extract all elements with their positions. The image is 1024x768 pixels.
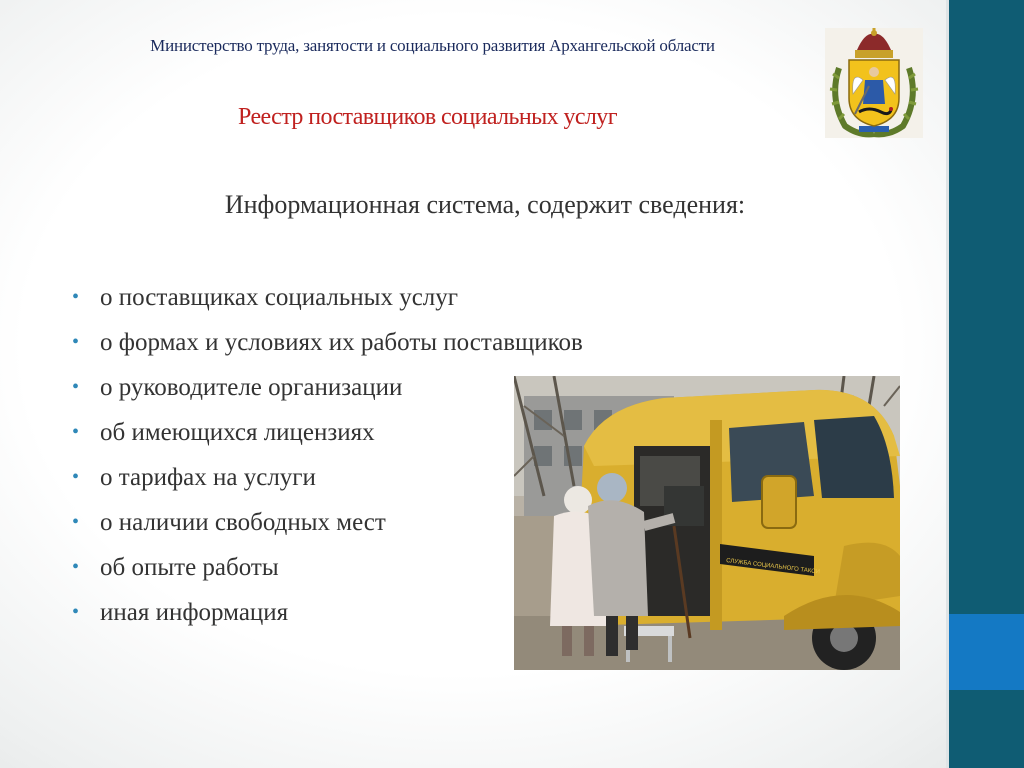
list-item-text: иная информация [100, 599, 289, 626]
bullet-dot-icon: • [72, 601, 80, 623]
list-item [72, 415, 583, 460]
list-item [72, 595, 583, 640]
list-item [72, 280, 583, 325]
list-item [72, 370, 583, 415]
list-item-text: о руководителе организации [100, 374, 403, 401]
social-taxi-photo [514, 376, 900, 670]
bullet-dot-icon: • [72, 376, 80, 398]
list-item-text: об опыте работы [100, 554, 279, 581]
bullet-dot-icon: • [72, 331, 80, 353]
list-item [72, 325, 583, 370]
list-item [72, 505, 583, 550]
van-side-text: СЛУЖБА СОЦИАЛЬНОГО ТАКСИ [725, 558, 821, 576]
bullet-dot-icon: • [72, 421, 80, 443]
coat-of-arms-icon [825, 28, 923, 138]
side-bar-accent [949, 614, 1024, 690]
list-item-text: о поставщиках социальных услуг [100, 284, 459, 311]
list-item-text: об имеющихся лицензиях [100, 419, 375, 446]
bullet-dot-icon: • [72, 466, 80, 488]
list-item-text: о наличии свободных мест [100, 509, 386, 536]
list-item [72, 460, 583, 505]
bullet-dot-icon: • [72, 286, 80, 308]
list-item-text: о формах и условиях их работы поставщиков [100, 329, 583, 356]
intro-text: Информационная система, содержит сведения: [224, 190, 746, 219]
info-list [72, 280, 583, 640]
slide-title: Реестр поставщиков социальных услуг [238, 104, 617, 130]
ministry-name: Министерство труда, занятости и социального развития Архангельской области [150, 36, 715, 55]
list-item-text: о тарифах на услуги [100, 464, 316, 491]
bullet-dot-icon: • [72, 511, 80, 533]
list-item [72, 550, 583, 595]
bullet-dot-icon: • [72, 556, 80, 578]
